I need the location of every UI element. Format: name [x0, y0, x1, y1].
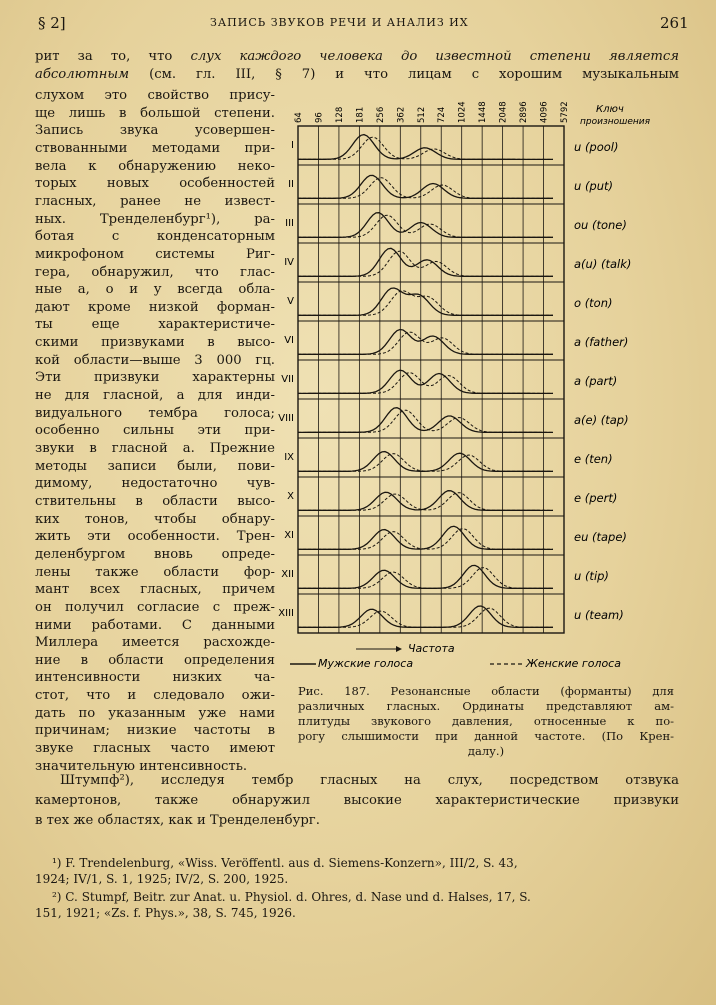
column-line: ствованными методами при- [35, 140, 275, 156]
male-curve [298, 565, 553, 588]
column-line: не для гласной, а для инди- [35, 388, 275, 404]
column-line: ние в области определения [35, 652, 275, 668]
key-label: a (part) [574, 374, 618, 388]
female-curve [298, 251, 553, 276]
column-line: слухом это свойство прису- [35, 88, 275, 103]
male-curve [298, 370, 553, 393]
caption-line: Рис. 187. Резонансные области (форманты) для [298, 684, 674, 698]
frequency-label: 724 [437, 106, 448, 123]
text-line [35, 66, 679, 84]
column-line: интенсивности низких ча- [35, 670, 275, 686]
female-curve [298, 291, 553, 316]
paragraph-line: камертонов, также обнаружил высокие характеристические призвуки [35, 793, 679, 808]
male-curve [298, 288, 553, 315]
column-line: мант всех гласных, причем [35, 582, 275, 598]
column-line: ними работами. С данными [35, 617, 275, 633]
key-label: eu (tape) [574, 530, 627, 544]
frequency-label: 128 [334, 106, 345, 123]
column-line: причинам; низкие частоты в [35, 723, 275, 739]
row-number: XIII [278, 608, 294, 619]
key-title: Ключ [596, 104, 624, 115]
row-number: II [288, 179, 294, 190]
column-line: особенно сильны эти при- [35, 423, 275, 439]
male-curve [298, 491, 553, 511]
key-label: ou (tone) [574, 218, 627, 232]
key-label: a (father) [574, 335, 629, 349]
page-number: 261 [660, 14, 689, 32]
column-line: деленбургом вновь опреде- [35, 546, 275, 562]
column-line: звуки в гласной а. Прежние [35, 441, 275, 456]
male-curve [298, 248, 553, 276]
male-curve [298, 330, 553, 355]
column-line: димому, недостаточно чув- [35, 476, 275, 492]
caption-line: плитуды звукового давления, относенные к по- [298, 714, 674, 728]
formant-figure [278, 100, 686, 670]
key-label: u (team) [574, 608, 624, 622]
paragraph-line: в тех же областях, как и Тренделенбург. [35, 813, 320, 828]
legend-axis-label: Частота [408, 642, 455, 655]
row-number: VIII [278, 413, 294, 424]
male-curve [298, 408, 553, 433]
column-line: ще лишь в большой степени. [35, 105, 275, 121]
column-line: ты еще характеристиче- [35, 317, 275, 333]
female-curve [298, 608, 553, 627]
key-label: u (put) [574, 179, 614, 193]
footnote-line: 151, 1921; «Zs. f. Phys.», 38, S. 745, 1926. [35, 906, 296, 920]
column-line: скими призвуками в высо- [35, 335, 275, 351]
female-curve [298, 410, 553, 432]
column-line: методы записи были, пови- [35, 458, 275, 474]
text-run: рит за то, что [35, 49, 191, 64]
column-line: ных. Тренделенбург¹), ра- [35, 211, 275, 227]
row-number: V [287, 296, 294, 307]
text-line [35, 48, 679, 66]
row-number: IX [284, 452, 294, 463]
male-curve [298, 526, 553, 549]
key-label: e (ten) [574, 452, 613, 466]
frequency-label: 181 [355, 106, 366, 123]
male-curve [298, 213, 553, 238]
column-line: значительную интенсивность. [35, 758, 248, 774]
column-line: звуке гласных часто имеют [35, 741, 275, 757]
key-label: e (pert) [574, 491, 618, 505]
frequency-label: 5792 [560, 101, 570, 123]
male-curve [298, 606, 553, 627]
key-label: u (pool) [574, 140, 619, 154]
legend-male-label: Мужские голоса [318, 657, 414, 670]
key-label: o (ton) [574, 296, 613, 310]
text-run: (см. гл. III, § 7) и что лицам с хорошим музыкальным [129, 67, 679, 82]
footnote-line: 1924; IV/1, S. 1, 1925; IV/2, S. 200, 1925. [35, 872, 289, 886]
column-line: гера, обнаружил, что глас- [35, 264, 275, 280]
footnote-line: ²) C. Stumpf, Beitr. zur Anat. u. Physiol. d. Ohres, d. Nase und d. Halses, 17, S. [52, 890, 531, 904]
frequency-label: 96 [314, 112, 325, 123]
frequency-label: 4096 [539, 101, 550, 123]
frequency-label: 1024 [457, 101, 468, 123]
key-subtitle: произношения [580, 117, 651, 127]
legend-arrow-icon [396, 646, 402, 652]
column-line: дают кроме низкой форман- [35, 299, 275, 315]
grid-frame [298, 126, 564, 633]
frequency-label: 64 [294, 112, 304, 123]
column-line: ствительны в области высо- [35, 493, 275, 509]
column-line: Запись звука усовершен- [35, 123, 275, 139]
row-number: III [285, 218, 294, 229]
row-number: XI [284, 530, 294, 541]
column-line: гласных, ранее не извест- [35, 193, 275, 209]
emphasis: слух каждого человека до известной степени является [190, 49, 679, 64]
column-line: он получил согласие с преж- [35, 599, 275, 615]
column-line: стот, что и следовало ожи- [35, 688, 275, 704]
column-line: лены также области фор- [35, 564, 275, 580]
column-line: видуального тембра голоса; [35, 405, 275, 421]
male-curve [298, 452, 553, 472]
column-line: ботая с конденсаторным [35, 229, 275, 245]
column-line: ких тонов, чтобы обнару- [35, 511, 275, 527]
key-label: a(u) (talk) [574, 257, 632, 271]
female-curve [298, 332, 553, 354]
column-line: ные а, о и у всегда обла- [35, 282, 275, 298]
emphasis: абсолютным [35, 67, 130, 82]
frequency-label: 256 [375, 106, 386, 123]
section-number: § 2] [38, 14, 66, 32]
row-number: IV [284, 257, 294, 268]
female-curve [298, 568, 553, 589]
row-number: VI [284, 335, 294, 346]
row-number: XII [281, 569, 294, 580]
column-line: Эти призвуки характерны [35, 370, 275, 386]
legend-female-label: Женские голоса [526, 657, 621, 670]
key-label: a(e) (tap) [574, 413, 629, 427]
page-header [0, 14, 716, 34]
caption-line: далу.) [467, 744, 505, 758]
frequency-label: 2048 [498, 101, 509, 123]
key-label: u (tip) [574, 569, 609, 583]
column-line: кой области—выше 3 000 гц. [35, 352, 275, 368]
female-curve [298, 529, 553, 550]
caption-line: рогу слышимости при данной частоте. (По Крен- [298, 729, 674, 743]
column-line: торых новых особенностей [35, 176, 275, 192]
paragraph-line: Штумпф²), исследуя тембр гласных на слух, посредством отзвука [60, 773, 679, 788]
column-line: вела к обнаружению неко- [35, 158, 275, 174]
row-number: VII [281, 374, 294, 385]
footnote-line: ¹) F. Trendelenburg, «Wiss. Veröffentl. aus d. Siemens-Konzern», III/2, S. 43, [52, 856, 518, 870]
frequency-label: 1448 [478, 101, 489, 123]
male-curve [298, 135, 553, 160]
frequency-label: 512 [416, 106, 427, 123]
running-title: ЗАПИСЬ ЗВУКОВ РЕЧИ И АНАЛИЗ ИХ [210, 16, 469, 29]
row-number: X [287, 491, 294, 502]
female-curve [298, 454, 553, 472]
female-curve [298, 493, 553, 511]
female-curve [298, 178, 553, 199]
row-number: I [291, 140, 294, 151]
column-line: микрофоном системы Риг- [35, 246, 275, 262]
column-line: дать по указанным уже нами [35, 705, 275, 721]
column-line: Миллера имеется расхожде- [35, 635, 275, 651]
caption-line: различных гласных. Ординаты представляют ам- [298, 699, 674, 713]
frequency-label: 362 [396, 106, 407, 123]
female-curve [298, 215, 553, 237]
frequency-label: 2896 [519, 101, 530, 123]
column-line: жить эти особенности. Трен- [35, 529, 275, 545]
